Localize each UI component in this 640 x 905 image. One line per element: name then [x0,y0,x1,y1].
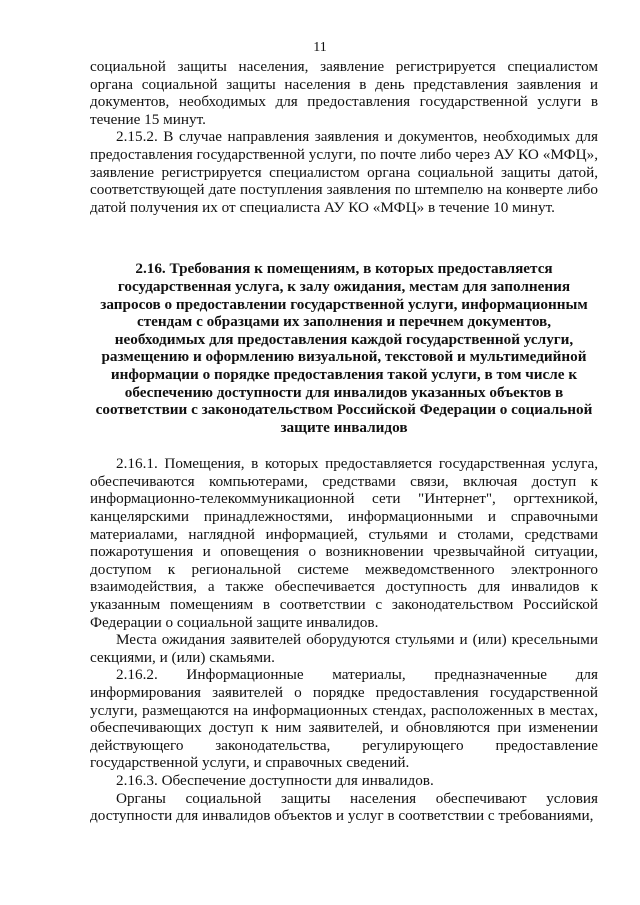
page-number: 11 [313,40,327,55]
document-body [90,58,598,825]
paragraph-2-16-1: 2.16.1. Помещения, в которых предоставляется государственная услуга, обеспечиваются компьютерами, средствами связи, включая доступ к информационно-телекоммуникационной сети "Интернет", оргтехникой, канцелярскими принадлежностями, информационными и справочными материалами, наглядной информацией, стульями и столами, средствами пожаротушения и оповещения о возникновении чрезвычайной ситуации, доступом к региональной системе межведомственного электронного взаимодействия, а также обеспечивается доступность для инвалидов к указанным помещениям в соответствии с законодательством Российской Федерации о социальной защите инвалидов. [90,455,598,631]
paragraph-accessibility: Органы социальной защиты населения обеспечивают условия доступности для инвалидов объектов и услуг в соответствии с требованиями, [90,789,598,825]
paragraph-continuation: социальной защиты населения, заявление регистрируется специалистом органа социальной защиты населения в день представления заявления и документов, необходимых для предоставления государственной услуги в течение 15 минут. [90,58,598,128]
paragraph-2-16-3: 2.16.3. Обеспечение доступности для инвалидов. [116,771,434,789]
paragraph-2-15-2: 2.15.2. В случае направления заявления и документов, необходимых для предоставления государственной услуги, по почте либо через АУ КО «МФЦ», заявление регистрируется специалистом органа социальной защиты датой, соответствующей дате поступления заявления по штемпелю на конверте либо датой получения их от специалиста АУ КО «МФЦ» в течение 10 минут. [90,128,598,216]
paragraph-2-16-2: 2.16.2. Информационные материалы, предназначенные для информирования заявителей о порядке предоставления государственной услуги, размещаются на информационных стендах, расположенных в местах, обеспечивающих доступ к ним заявителей, и обновляются при изменении действующего законодательства, регулирующего предоставление государственной услуги, и справочных сведений. [90,666,598,772]
section-heading-2-16: 2.16. Требования к помещениям, в которых предоставляется государственная услуга, к залу ожидания, местам для заполнения запросов о предоставлении государственной услуги, информационным стендам с образцами их заполнения и перечнем документов, необходимых для предоставления каждой государственной услуги, размещению и оформлению визуальной, текстовой и мультимедийной информации о порядке предоставления такой услуги, в том числе к обеспечению доступности для инвалидов указанных объектов в соответствии с законодательством Российской Федерации о социальной защите инвалидов [95,260,593,436]
paragraph-waiting-places: Места ожидания заявителей оборудуются стульями и (или) кресельными секциями, и (или) скамьями. [90,631,598,666]
